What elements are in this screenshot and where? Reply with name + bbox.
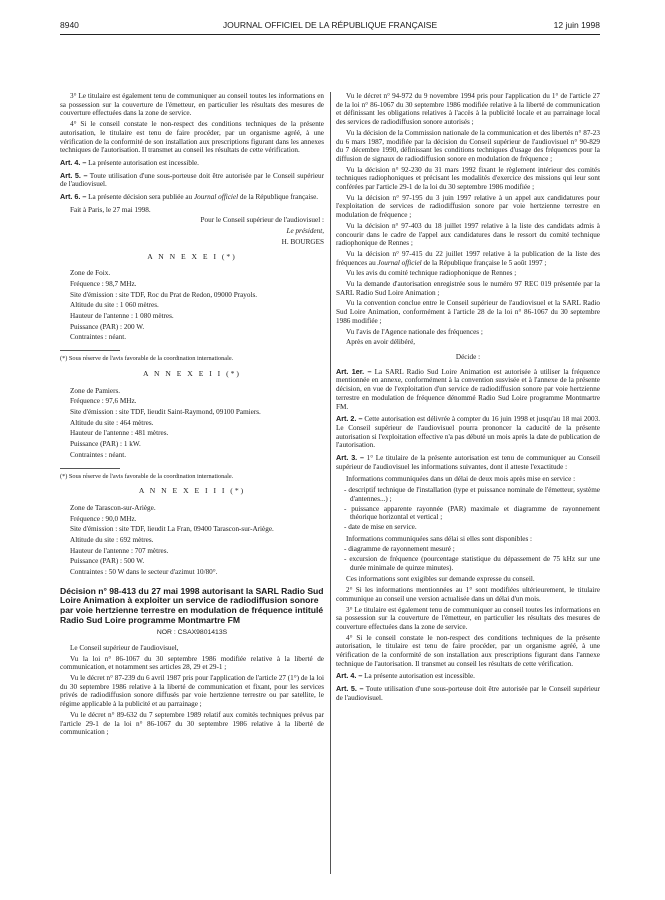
article-2 bbox=[336, 415, 600, 450]
annex-line: Contraintes : néant. bbox=[70, 450, 127, 459]
annex-line: Zone de Tarascon-sur-Ariège. bbox=[70, 503, 156, 512]
annex-line: Hauteur de l'antenne : 707 mètres. bbox=[70, 546, 169, 555]
issue-date: 12 juin 1998 bbox=[553, 20, 600, 30]
article-text: La présente autorisation est incessible. bbox=[88, 158, 199, 167]
annex-line: Hauteur de l'antenne : 1 080 mètres. bbox=[70, 312, 174, 321]
article-label: Art. 6. – bbox=[60, 192, 87, 202]
right-column bbox=[336, 92, 600, 707]
annex-2-body bbox=[60, 387, 324, 460]
article-text: Cette autorisation est délivrée à compter du 16 juin 1998 et jusqu'au 18 mai 2003. Le Conseil supérieur de l'audiovisuel pourra prononcer la caducité de la présente autorisation si l'exploitation effective n'a pas débuté un mois après la date de publication de l'autorisation. bbox=[336, 415, 600, 450]
visa: Vu la décision n° 97-415 du 22 juillet 1997 relative à la publication de la liste des fréquences au Journal officiel de la République française le 5 août 1997 ; bbox=[336, 249, 600, 267]
annex-line: Hauteur de l'antenne : 481 mètres. bbox=[70, 429, 169, 438]
visa: Le Conseil supérieur de l'audiovisuel, bbox=[70, 643, 179, 652]
signature-title: Le président, bbox=[286, 227, 324, 236]
article-text: La présente décision sera publiée au bbox=[88, 193, 194, 202]
article-5 bbox=[336, 685, 600, 702]
visa: Vu la décision de la Commission nationale de la communication et des libertés n° 87-23 du 6 mars 1987, modifiée par la décision du Conseil supérieur de l'audiovisuel n° 90-829 du 7 décembre 1990, définissant les conditions techniques d'usage des fréquences pour la diffusion de signaux de radiodiffusion sonore en modulation de fréquence ; bbox=[336, 128, 600, 163]
visa: Après en avoir délibéré, bbox=[346, 338, 416, 347]
visa: Vu le décret n° 87-239 du 6 avril 1987 pris pour l'application de l'article 27 (1°) de la loi du 30 septembre 1986 relative à la liberté de communication et fixant, pour les services privés de radiodiffusion sonore diffusés par voie hertzienne terrestre ou par satellite, le régime applicable à la publicité et au parrainage ; bbox=[60, 674, 324, 709]
article-text: La présente autorisation est incessible. bbox=[364, 672, 475, 681]
paragraph: Informations communiquées dans un délai de deux mois après mise en service : bbox=[346, 475, 576, 484]
footnote-separator bbox=[60, 350, 120, 351]
header-rule bbox=[60, 34, 600, 35]
visa: Vu la décision n° 97-195 du 3 juin 1997 relative à un appel aux candidatures pour l'exploitation de services de radiodiffusion sonore par voie hertzienne terrestre en modulation de fréquence ; bbox=[336, 193, 600, 220]
visa: Vu l'avis de l'Agence nationale des fréquences ; bbox=[346, 327, 483, 336]
visa: Vu la loi n° 86-1067 du 30 septembre 1986 modifiée relative à la liberté de communication, et notamment ses articles 28, 29 et 29-1 ; bbox=[60, 654, 324, 672]
paragraph: 3° Le titulaire est également tenu de communiquer au conseil toutes les informations en sa possession sur la couverture de l'émetteur, en particulier les résultats des mesures de couverture effectuées dans la zone de service. bbox=[60, 92, 324, 118]
article-text: 1° Le titulaire de la présente autorisation est tenu de communiquer au Conseil supérieur de l'audiovisuel les informations suivantes, dont il atteste l'exactitude : bbox=[336, 454, 601, 471]
signature-name: H. BOURGES bbox=[281, 237, 324, 246]
decision-title: Décision n° 98-413 du 27 mai 1998 autorisant la SARL Radio Sud Loire Animation à exploiter un service de radiodiffusion sonore par voie hertzienne terrestre en modulation de fréquence intitulé Radio Sud Loire programme Montmartre FM bbox=[60, 585, 324, 625]
page-header bbox=[60, 20, 600, 34]
annex-line: Altitude du site : 1 060 mètres. bbox=[70, 301, 159, 310]
article-text: Toute utilisation d'une sous-porteuse doit être autorisée par le Conseil supérieur de l'audiovisuel. bbox=[336, 685, 600, 702]
article-text: Toute utilisation d'une sous-porteuse doit être autorisée par le Conseil supérieur de l'audiovisuel. bbox=[60, 171, 324, 189]
article-5 bbox=[60, 172, 324, 189]
annex-2-title: A N N E X E I I (*) bbox=[143, 368, 241, 378]
visa: Vu la décision n° 97-403 du 18 juillet 1997 relative à la liste des candidats admis à concourir dans le cadre de l'appel aux candidatures dans le ressort du comité technique radiophonique de Rennes ; bbox=[336, 221, 600, 248]
visa: Vu les avis du comité technique radiophonique de Rennes ; bbox=[346, 269, 517, 278]
paragraph: 4° Si le conseil constate le non-respect des conditions techniques de la présente autorisation, le titulaire est tenu de faire procéder, par un organisme agréé, à une vérification de la conformité de son installation aux prescriptions figurant dans les annexes techniques de l'autorisation. Il transmet au conseil les résultats de cette vérification. bbox=[60, 120, 324, 155]
annex-line: Site d'émission : site TDF, Roc du Prat de Redon, 09000 Prayols. bbox=[70, 290, 258, 299]
annex-3-title: A N N E X E I I I (*) bbox=[138, 486, 246, 496]
list-item: - descriptif technique de l'installation (type et puissance nominale de l'émetteur, système d'antennes...) ; bbox=[344, 486, 601, 503]
visa: Vu le décret n° 94-972 du 9 novembre 1994 pris pour l'application du 1° de l'article 27 de la loi n° 86-1067 du 30 septembre 1986 modifiée relative à la liberté de communication et définissant les obligations relatives à l'accès à la publicité locale et au parrainage local des services de radiodiffusion sonore autorisés ; bbox=[336, 92, 600, 127]
annex-line: Zone de Pamiers. bbox=[70, 386, 121, 395]
article-label: Art. 2. – bbox=[336, 414, 363, 424]
annex-line: Puissance (PAR) : 1 kW. bbox=[70, 440, 141, 449]
article-label: Art. 5. – bbox=[336, 684, 364, 694]
annex-line: Contraintes : néant. bbox=[70, 333, 127, 342]
visa: Vu la décision n° 92-230 du 31 mars 1992 fixant le règlement intérieur des comités techniques radiophoniques et précisant les modalités d'exercice des missions qui leur sont conférées par l'article 29-1 de la loi du 30 septembre 1986 modifiée ; bbox=[336, 165, 600, 192]
annex-line: Puissance (PAR) : 500 W. bbox=[70, 557, 145, 566]
journal-name: Journal officiel bbox=[377, 258, 422, 267]
footnote: (*) Sous réserve de l'avis favorable de la coordination internationale. bbox=[60, 355, 234, 363]
paragraph: Informations communiquées sans délai si elles sont disponibles : bbox=[346, 534, 533, 543]
bullet-list bbox=[336, 545, 600, 572]
paragraph: 2° Si les informations mentionnées au 1° sont modifiées ultérieurement, le titulaire communique au conseil une version actualisée dans un délai d'un mois. bbox=[336, 586, 600, 603]
annex-line: Contraintes : 50 W dans le secteur d'azimut 10/80°. bbox=[70, 568, 218, 577]
annex-line: Altitude du site : 464 mètres. bbox=[70, 418, 154, 427]
article-4 bbox=[336, 672, 600, 681]
journal-title: JOURNAL OFFICIEL DE LA RÉPUBLIQUE FRANÇAISE bbox=[222, 20, 438, 30]
annex-line: Fréquence : 90,0 MHz. bbox=[70, 514, 137, 523]
article-label: Art. 4. – bbox=[60, 157, 87, 167]
footnote: (*) Sous réserve de l'avis favorable de la coordination internationale. bbox=[60, 472, 234, 480]
annex-line: Altitude du site : 692 mètres. bbox=[70, 536, 154, 545]
article-3 bbox=[336, 454, 600, 471]
article-4 bbox=[60, 159, 324, 168]
paragraph: 3° Le titulaire est également tenu de communiquer au conseil toutes les informations en sa possession sur la couverture de l'émetteur, en particulier les résultats des mesures de couverture effectuées dans la zone de service. bbox=[336, 605, 600, 631]
article-text: La SARL Radio Sud Loire Animation est autorisée à utiliser la fréquence mentionnée en annexe, conformément à la convention susvisée et à l'annexe de la présente décision, en vue de l'exploitation d'un service de radiodiffusion sonore par voie hertzienne terrestre en modulation de fréquence dénommé Radio Sud Loire programme Montmartre FM. bbox=[336, 367, 601, 411]
annex-line: Zone de Foix. bbox=[70, 269, 111, 278]
visa: Vu la demande d'autorisation enregistrée sous le numéro 97 REC 019 présentée par la SARL Radio Sud Loire Animation ; bbox=[336, 280, 600, 297]
article-label: Art. 3. – bbox=[336, 453, 364, 463]
journal-name: Journal officiel bbox=[193, 193, 239, 202]
annex-line: Fréquence : 97,6 MHz. bbox=[70, 397, 137, 406]
annex-3-body bbox=[60, 504, 324, 577]
annex-1-body bbox=[60, 269, 324, 342]
article-1 bbox=[336, 368, 600, 412]
article-6 bbox=[60, 193, 324, 202]
annex-line: Site d'émission : site TDF, lieudit Saint-Raymond, 09100 Pamiers. bbox=[70, 407, 261, 416]
annex-line: Site d'émission : site TDF, lieudit La Fran, 09400 Tarascon-sur-Ariège. bbox=[70, 525, 274, 534]
paragraph: Ces informations sont exigibles sur demande expresse du conseil. bbox=[346, 575, 535, 584]
list-item: - puissance apparente rayonnée (PAR) maximale et diagramme de rayonnement théorique horizontal et vertical ; bbox=[344, 504, 600, 522]
article-label: Art. 1er. – bbox=[336, 366, 372, 376]
annex-1-title: A N N E X E I (*) bbox=[147, 251, 237, 261]
nor-reference: NOR : CSAX9801413S bbox=[156, 629, 228, 637]
visa: Vu la convention conclue entre le Conseil supérieur de l'audiovisuel et la SARL Radio Sud Loire Animation, conformément à l'article 28 de la loi n° 86-1067 du 30 septembre 1986 modifiée ; bbox=[336, 299, 600, 325]
page-number: 8940 bbox=[60, 20, 79, 30]
annex-line: Puissance (PAR) : 200 W. bbox=[70, 322, 145, 331]
bullet-list bbox=[336, 486, 600, 532]
list-item: - date de mise en service. bbox=[344, 522, 417, 531]
paragraph: 4° Si le conseil constate le non-respect des conditions techniques de la présente autorisation, le titulaire est tenu de faire procéder, par un organisme agréé, à une vérification de la conformité de son installation aux prescriptions figurant dans l'annexe technique de l'autorisation. Il transmet au conseil les résultats de cette vérification. bbox=[336, 633, 600, 668]
annex-line: Fréquence : 98,7 MHz. bbox=[70, 279, 137, 288]
visa: Vu le décret n° 89-632 du 7 septembre 1989 relatif aux comités techniques prévus par l'article 29-1 de la loi n° 86-1067 du 30 septembre 1986 relative à la liberté de communication ; bbox=[60, 710, 324, 737]
done-at: Fait à Paris, le 27 mai 1998. bbox=[70, 205, 151, 214]
article-label: Art. 5. – bbox=[60, 170, 88, 180]
list-item: - diagramme de rayonnement mesuré ; bbox=[344, 545, 455, 554]
article-label: Art. 4. – bbox=[336, 671, 363, 681]
list-item: - excursion de fréquence (pourcentage statistique du dépassement de 75 kHz sur une durée minimale de quinze minutes). bbox=[344, 555, 600, 572]
article-text: de la République française. bbox=[238, 193, 319, 202]
column-divider bbox=[330, 92, 331, 874]
footnote-separator bbox=[60, 468, 120, 469]
signature-line: Pour le Conseil supérieur de l'audiovisuel : bbox=[200, 216, 324, 225]
decide-heading: Décide : bbox=[455, 352, 481, 361]
left-column bbox=[60, 92, 324, 739]
